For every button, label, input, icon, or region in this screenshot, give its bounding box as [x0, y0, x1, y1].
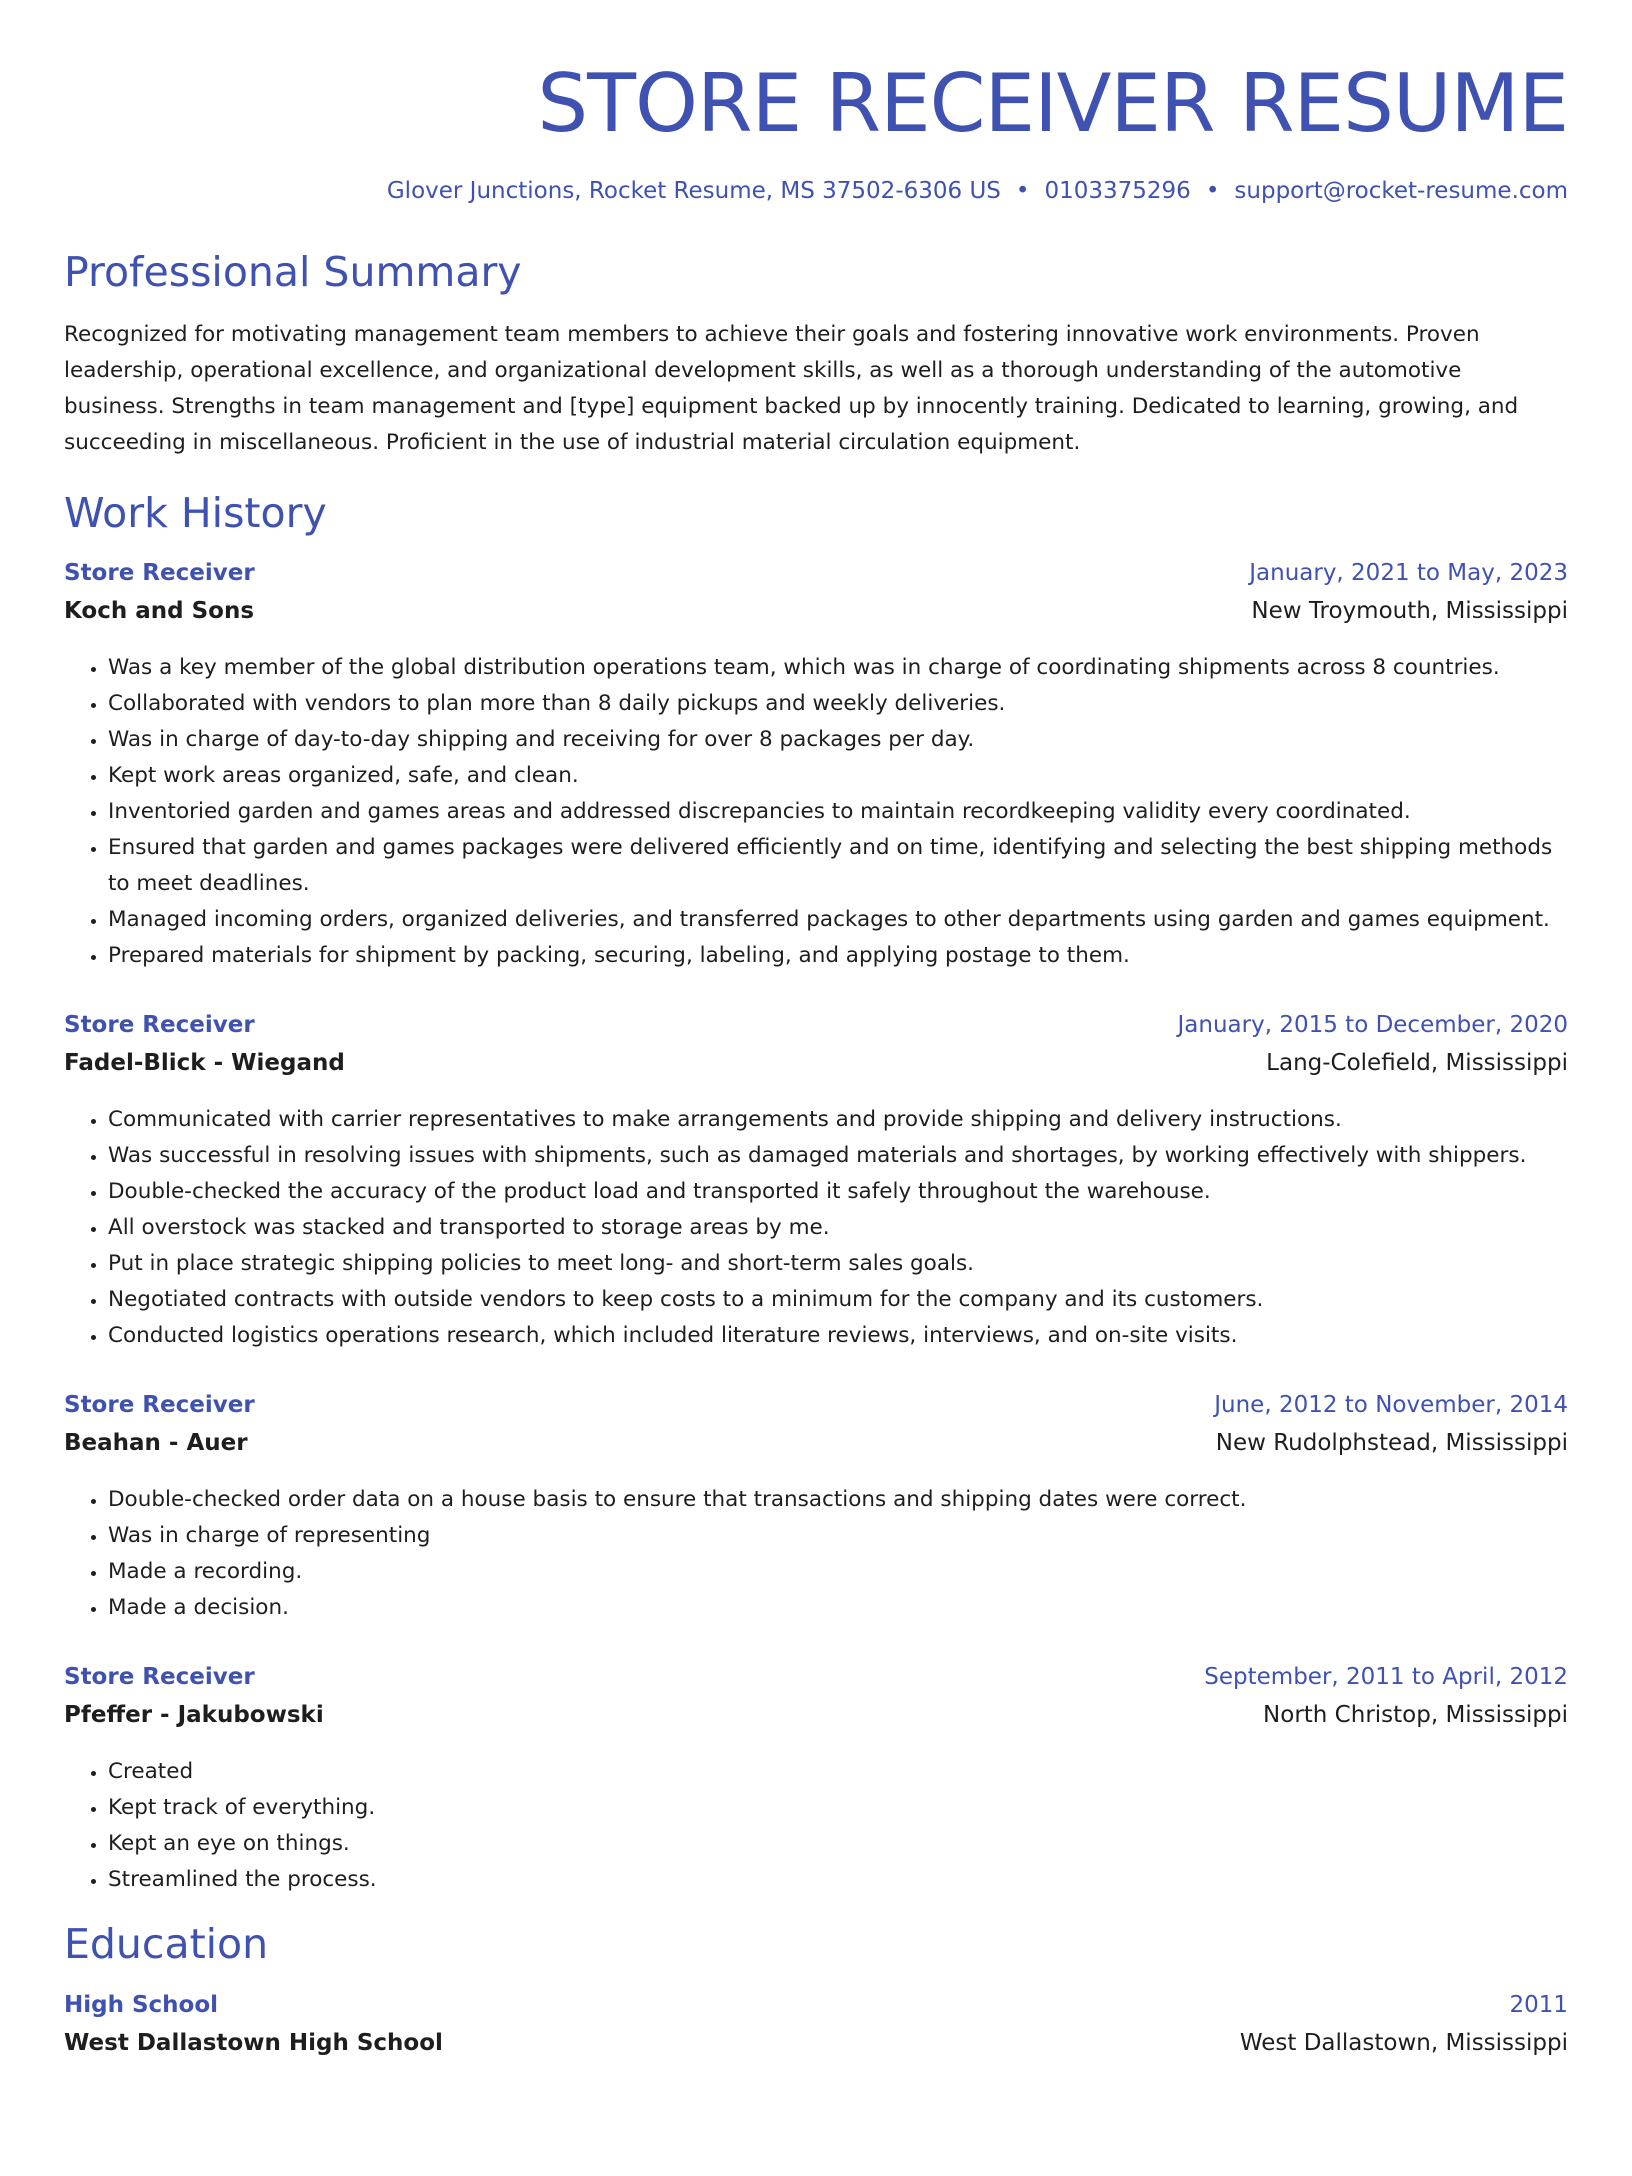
contact-address: Glover Junctions, Rocket Resume, MS 37502-6306 US [386, 178, 1001, 204]
education-year: 2011 [1509, 1991, 1568, 2018]
job-company: Pfeffer - Jakubowski [64, 1702, 324, 1729]
job-bullet: • Conducted logistics operations research, which included literature reviews, interviews, and on-site visits. [108, 1318, 1568, 1354]
job-entry [64, 1392, 1568, 1626]
job-bullet: • Streamlined the process. [108, 1862, 1568, 1898]
contact-phone: 0103375296 [1044, 178, 1191, 204]
job-dates: January, 2015 to December, 2020 [1177, 1012, 1568, 1039]
job-company-row [64, 1050, 1568, 1088]
summary-text: Recognized for motivating management team members to achieve their goals and fostering innovative work environments. Proven leadership, operational excellence, and organizational development skills, as well as a thorough understanding of the automotive business. Strengths in team management and [type] equipment backed up by innocently training. Dedicated to learning, growing, and succeeding in miscellaneous. Proficient in the use of industrial material circulation equipment. [64, 322, 1519, 456]
contact-line [64, 178, 1568, 204]
job-title-row [64, 560, 1568, 598]
job-location: Lang-Colefield, Mississippi [1266, 1050, 1568, 1077]
job-bullet: • Was in charge of day-to-day shipping and receiving for over 8 packages per day. [108, 722, 1568, 758]
job-company-row [64, 1702, 1568, 1740]
job-dates: June, 2012 to November, 2014 [1214, 1392, 1568, 1419]
job-bullet: • Inventoried garden and games areas and addressed discrepancies to maintain recordkeeping validity every coordinated. [108, 794, 1568, 830]
job-location: New Rudolphstead, Mississippi [1215, 1430, 1568, 1457]
job-bullets [64, 1102, 1568, 1354]
resume-title: STORE RECEIVER RESUME [537, 57, 1568, 150]
job-company-row [64, 598, 1568, 636]
job-bullet: • Was in charge of representing [108, 1518, 1568, 1554]
job-title: Store Receiver [64, 1392, 255, 1419]
education-degree-row [64, 1992, 1568, 2030]
contact-separator: • [1205, 178, 1220, 204]
job-bullet: • Ensured that garden and games packages were delivered efficiently and on time, identifying and selecting the best shipping methods to meet deadlines. [108, 830, 1568, 902]
job-bullet: • Collaborated with vendors to plan more than 8 daily pickups and weekly deliveries. [108, 686, 1568, 722]
job-entry [64, 1012, 1568, 1354]
education-school: West Dallastown High School [64, 2029, 443, 2056]
job-entry [64, 560, 1568, 974]
job-bullet: • Made a decision. [108, 1590, 1568, 1626]
education-school-row [64, 2030, 1568, 2068]
summary-heading: Professional Summary [64, 248, 522, 296]
job-entry [64, 1664, 1568, 1898]
resume-page [0, 57, 1632, 2176]
job-bullet: • Kept an eye on things. [108, 1826, 1568, 1862]
job-bullet: • Prepared materials for shipment by packing, securing, labeling, and applying postage to them. [108, 938, 1568, 974]
job-title-row [64, 1664, 1568, 1702]
job-dates: January, 2021 to May, 2023 [1249, 560, 1568, 587]
job-bullet: • Kept work areas organized, safe, and clean. [108, 758, 1568, 794]
job-title-row [64, 1392, 1568, 1430]
job-bullets [64, 650, 1568, 974]
contact-separator: • [1015, 178, 1030, 204]
job-title: Store Receiver [64, 1012, 255, 1039]
job-bullet: • Was successful in resolving issues with shipments, such as damaged materials and shortages, by working effectively with shippers. [108, 1138, 1568, 1174]
job-bullet: • Managed incoming orders, organized deliveries, and transferred packages to other departments using garden and games equipment. [108, 902, 1568, 938]
job-title: Store Receiver [64, 560, 255, 587]
job-bullets [64, 1754, 1568, 1898]
job-company: Beahan - Auer [64, 1430, 248, 1457]
education-entry [64, 1992, 1568, 2068]
education-degree: High School [64, 1991, 219, 2018]
job-bullet: • All overstock was stacked and transported to storage areas by me. [108, 1210, 1568, 1246]
job-bullet: • Kept track of everything. [108, 1790, 1568, 1826]
job-company: Koch and Sons [64, 598, 255, 625]
job-bullet: • Communicated with carrier representatives to make arrangements and provide shipping and delivery instructions. [108, 1102, 1568, 1138]
job-bullets [64, 1482, 1568, 1626]
job-bullet: • Double-checked order data on a house basis to ensure that transactions and shipping dates were correct. [108, 1482, 1568, 1518]
contact-email[interactable]: support@rocket-resume.com [1234, 178, 1568, 204]
job-company-row [64, 1430, 1568, 1468]
job-company: Fadel-Blick - Wiegand [64, 1050, 345, 1077]
job-dates: September, 2011 to April, 2012 [1204, 1664, 1568, 1691]
work-history-heading: Work History [64, 489, 327, 538]
job-title: Store Receiver [64, 1664, 255, 1691]
education-location: West Dallastown, Mississippi [1239, 2029, 1568, 2056]
job-bullet: • Negotiated contracts with outside vendors to keep costs to a minimum for the company and its customers. [108, 1282, 1568, 1318]
job-bullet: • Was a key member of the global distribution operations team, which was in charge of coordinating shipments across 8 countries. [108, 650, 1568, 686]
job-title-row [64, 1012, 1568, 1050]
education-heading: Education [64, 1920, 269, 1969]
job-bullet: • Made a recording. [108, 1554, 1568, 1590]
job-bullet: • Put in place strategic shipping policies to meet long- and short-term sales goals. [108, 1246, 1568, 1282]
job-bullet: • Double-checked the accuracy of the product load and transported it safely throughout the warehouse. [108, 1174, 1568, 1210]
job-bullet: • Created [108, 1754, 1568, 1790]
job-location: New Troymouth, Mississippi [1251, 598, 1568, 625]
job-location: North Christop, Mississippi [1263, 1702, 1568, 1729]
